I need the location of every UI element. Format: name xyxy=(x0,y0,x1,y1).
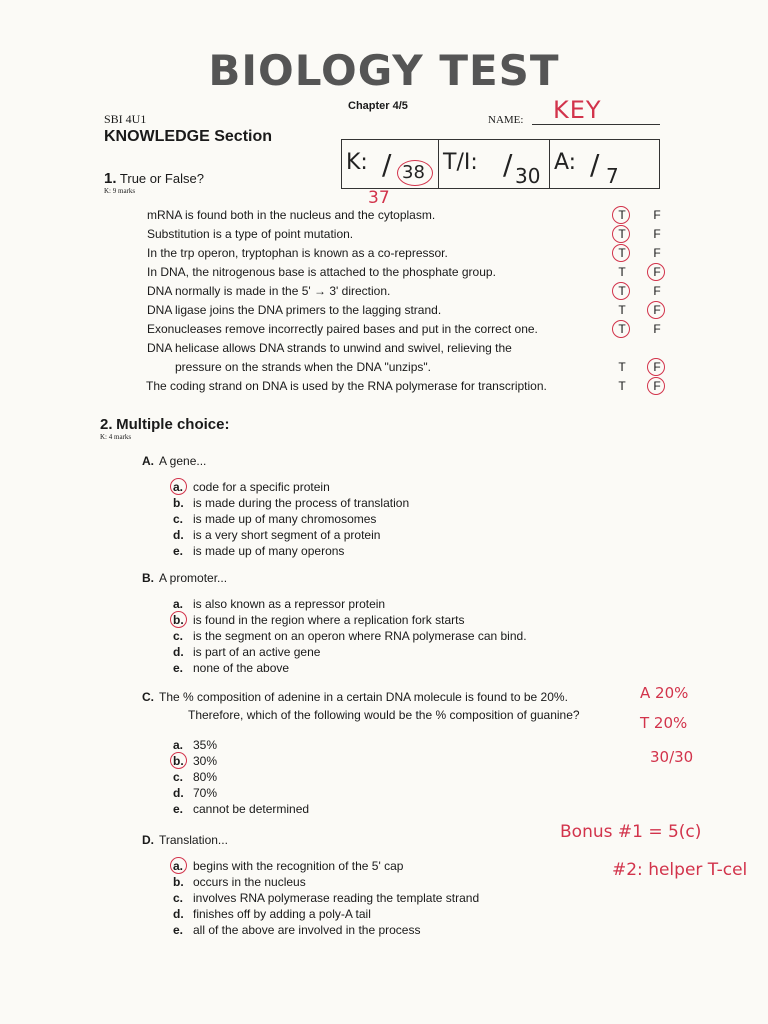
mc-option-text: is part of an active gene xyxy=(193,645,321,659)
mc-option xyxy=(173,597,527,613)
tf-answer-circle xyxy=(612,225,630,243)
tf-answer-circle xyxy=(647,358,665,376)
tf-answer-circle xyxy=(612,282,630,300)
tf-answer-circle xyxy=(647,301,665,319)
mc-option-text: 70% xyxy=(193,786,218,800)
score-k-label: K: xyxy=(346,150,368,175)
true-false-list xyxy=(147,208,667,398)
mc-option-letter: c. xyxy=(173,891,184,905)
mc-option-text: 35% xyxy=(193,738,218,752)
tf-item xyxy=(147,379,667,398)
annotation-bonus-2: #2: helper T-cel xyxy=(612,860,748,880)
mc-option-letter: e. xyxy=(173,544,184,558)
mc-option-letter: a. xyxy=(173,597,184,611)
mc-option-text: code for a specific protein xyxy=(193,480,330,494)
mc-option-text: none of the above xyxy=(193,661,290,675)
mc-option-text: is the segment on an operon where RNA polymerase can bind. xyxy=(193,629,527,643)
mc-option-text: 30% xyxy=(193,754,218,768)
mc-option-letter: c. xyxy=(173,512,184,526)
mc-option-letter: d. xyxy=(173,645,184,659)
mc-option-text: is made up of many chromosomes xyxy=(193,512,377,526)
name-underline xyxy=(532,124,660,125)
mc-option-letter: a. xyxy=(173,859,184,873)
mc-question xyxy=(142,454,409,560)
tf-true-option: T xyxy=(618,379,626,393)
mc-question-letter: C. xyxy=(142,690,154,704)
score-box xyxy=(341,139,660,189)
mc-option-text: cannot be determined xyxy=(193,802,310,816)
mc-option xyxy=(173,528,409,544)
question-1-number: 1. xyxy=(104,170,117,187)
score-slash: / xyxy=(503,148,513,181)
mc-question-letter: A. xyxy=(142,454,154,468)
mc-option-text: finishes off by adding a poly-A tail xyxy=(193,907,371,921)
mc-option xyxy=(173,802,580,818)
tf-false-option: F xyxy=(653,303,661,317)
mc-option xyxy=(173,923,479,939)
question-2-marks: K: 4 marks xyxy=(100,433,132,441)
score-a-label: A: xyxy=(554,150,577,175)
tf-true-option: T xyxy=(618,227,626,241)
mc-option xyxy=(173,645,527,661)
tf-true-option: T xyxy=(618,322,626,336)
tf-answer-circle xyxy=(612,206,630,224)
score-slash: / xyxy=(382,148,392,181)
mc-option-text: is found in the region where a replication fork starts xyxy=(193,613,465,627)
mc-question xyxy=(142,571,527,677)
tf-item-text: Exonucleases remove incorrectly paired bases and put in the correct one. xyxy=(147,322,538,336)
mc-option-text: is made during the process of translation xyxy=(193,496,410,510)
mc-option xyxy=(173,613,527,629)
tf-answer-circle xyxy=(612,320,630,338)
annotation-t-percent: T 20% xyxy=(640,714,688,732)
mc-option-text: begins with the recognition of the 5' cap xyxy=(193,859,404,873)
mc-option-text: occurs in the nucleus xyxy=(193,875,306,889)
tf-false-option: F xyxy=(653,379,661,393)
annotation-score: 30/30 xyxy=(650,748,694,766)
mc-answer-circle xyxy=(170,611,187,628)
mc-option xyxy=(173,661,527,677)
mc-option xyxy=(173,786,580,802)
tf-item-text: DNA ligase joins the DNA primers to the lagging strand. xyxy=(147,303,442,317)
question-2-number: 2. xyxy=(100,416,113,433)
mc-option-letter: b. xyxy=(173,875,184,889)
question-1-heading xyxy=(104,170,204,195)
tf-item xyxy=(147,227,667,246)
tf-false-option: F xyxy=(653,284,661,298)
mc-option-letter: e. xyxy=(173,661,184,675)
tf-answer-circle xyxy=(647,263,665,281)
tf-answer-circle xyxy=(612,244,630,262)
mc-question-letter: B. xyxy=(142,571,154,585)
score-k-total: 38 xyxy=(402,162,425,183)
mc-option-letter: a. xyxy=(173,480,184,494)
mc-question-stem xyxy=(142,690,580,704)
mc-question-letter: D. xyxy=(142,833,154,847)
question-2-title: Multiple choice: xyxy=(116,416,230,433)
mc-option xyxy=(173,907,479,923)
mc-option xyxy=(173,875,479,891)
tf-item-text: The coding strand on DNA is used by the RNA polymerase for transcription. xyxy=(146,379,547,393)
tf-item xyxy=(147,303,667,322)
tf-item xyxy=(147,265,667,284)
tf-item-text: Substitution is a type of point mutation. xyxy=(147,227,354,241)
mc-option-letter: c. xyxy=(173,629,184,643)
test-title: BIOLOGY TEST xyxy=(208,46,560,95)
tf-item xyxy=(147,322,667,341)
mc-option-text: all of the above are involved in the process xyxy=(193,923,421,937)
tf-true-option: T xyxy=(618,360,626,374)
tf-item xyxy=(147,284,667,303)
mc-option-text: 80% xyxy=(193,770,218,784)
mc-option-text: involves RNA polymerase reading the template strand xyxy=(193,891,480,905)
question-1-marks: K: 9 marks xyxy=(104,187,136,195)
chapter-label: Chapter 4/5 xyxy=(348,100,408,112)
mc-question-text: Translation... xyxy=(159,833,228,847)
mc-question-text: A promoter... xyxy=(159,571,228,585)
tf-item xyxy=(147,208,667,227)
mc-option-letter: b. xyxy=(173,496,184,510)
tf-item-text: mRNA is found both in the nucleus and the cytoplasm. xyxy=(147,208,436,222)
mc-question-stem xyxy=(142,454,409,468)
mc-answer-circle xyxy=(170,752,187,769)
tf-false-option: F xyxy=(653,265,661,279)
score-cell-a xyxy=(550,140,659,188)
mc-option xyxy=(173,496,409,512)
tf-true-option: T xyxy=(618,208,626,222)
mc-question-text: The % composition of adenine in a certain DNA molecule is found to be 20%. xyxy=(159,690,568,704)
score-cell-k xyxy=(342,140,439,188)
tf-false-option: F xyxy=(653,208,661,222)
tf-false-option: F xyxy=(653,227,661,241)
tf-item-text: pressure on the strands when the DNA "unzips". xyxy=(175,360,431,374)
score-k-corrected: 37 xyxy=(368,188,390,208)
mc-question xyxy=(142,690,580,818)
score-a-total: 7 xyxy=(606,164,619,188)
annotation-bonus-1: Bonus #1 = 5(c) xyxy=(560,822,702,842)
tf-true-option: T xyxy=(618,303,626,317)
tf-item-text: DNA helicase allows DNA strands to unwind and swivel, relieving the xyxy=(147,341,512,355)
tf-item-text: In DNA, the nitrogenous base is attached to the phosphate group. xyxy=(147,265,496,279)
mc-option-text: is made up of many operons xyxy=(193,544,345,558)
tf-false-option: F xyxy=(653,360,661,374)
mc-question-stem xyxy=(142,833,479,847)
score-cell-ti xyxy=(439,140,550,188)
tf-false-option: F xyxy=(653,246,661,260)
tf-true-option: T xyxy=(618,265,626,279)
tf-item xyxy=(147,360,667,379)
mc-answer-circle xyxy=(170,478,187,495)
name-label: NAME: xyxy=(488,114,524,126)
name-value: KEY xyxy=(553,96,602,124)
mc-option-letter: d. xyxy=(173,528,184,542)
question-2-heading xyxy=(100,416,229,441)
tf-item-text: In the trp operon, tryptophan is known as a co-repressor. xyxy=(147,246,448,260)
mc-option xyxy=(173,738,580,754)
mc-option-letter: c. xyxy=(173,770,184,784)
mc-question-text-cont: Therefore, which of the following would be the % composition of guanine? xyxy=(188,708,580,722)
mc-option xyxy=(173,512,409,528)
mc-option xyxy=(173,891,479,907)
tf-false-option: F xyxy=(653,322,661,336)
mc-option xyxy=(173,629,527,645)
mc-option-text: is also known as a repressor protein xyxy=(193,597,386,611)
score-slash: / xyxy=(590,148,600,181)
mc-option-letter: b. xyxy=(173,754,184,768)
tf-answer-circle xyxy=(647,377,665,395)
mc-option xyxy=(173,859,479,875)
mc-option-letter: b. xyxy=(173,613,184,627)
tf-item xyxy=(147,246,667,265)
annotation-a-percent: A 20% xyxy=(640,684,689,702)
mc-option xyxy=(173,770,580,786)
course-code: SBI 4U1 xyxy=(104,112,147,126)
score-ti-total: 30 xyxy=(515,164,541,188)
mc-option-letter: e. xyxy=(173,802,184,816)
mc-option xyxy=(173,480,409,496)
question-1-title: True or False? xyxy=(119,171,204,186)
mc-question xyxy=(142,833,479,939)
score-ti-label: T/I: xyxy=(443,150,478,175)
tf-item-text: DNA normally is made in the 5' → 3' direction. xyxy=(147,284,391,298)
mc-question-text: A gene... xyxy=(159,454,207,468)
mc-option-letter: a. xyxy=(173,738,184,752)
tf-true-option: T xyxy=(618,284,626,298)
mc-option-letter: e. xyxy=(173,923,184,937)
mc-question-stem xyxy=(142,571,527,585)
section-title: KNOWLEDGE Section xyxy=(104,128,273,145)
mc-option-letter: d. xyxy=(173,907,184,921)
mc-option xyxy=(173,544,409,560)
mc-option xyxy=(173,754,580,770)
mc-option-text: is a very short segment of a protein xyxy=(193,528,381,542)
tf-true-option: T xyxy=(618,246,626,260)
tf-item xyxy=(147,341,667,360)
mc-answer-circle xyxy=(170,857,187,874)
mc-option-letter: d. xyxy=(173,786,184,800)
